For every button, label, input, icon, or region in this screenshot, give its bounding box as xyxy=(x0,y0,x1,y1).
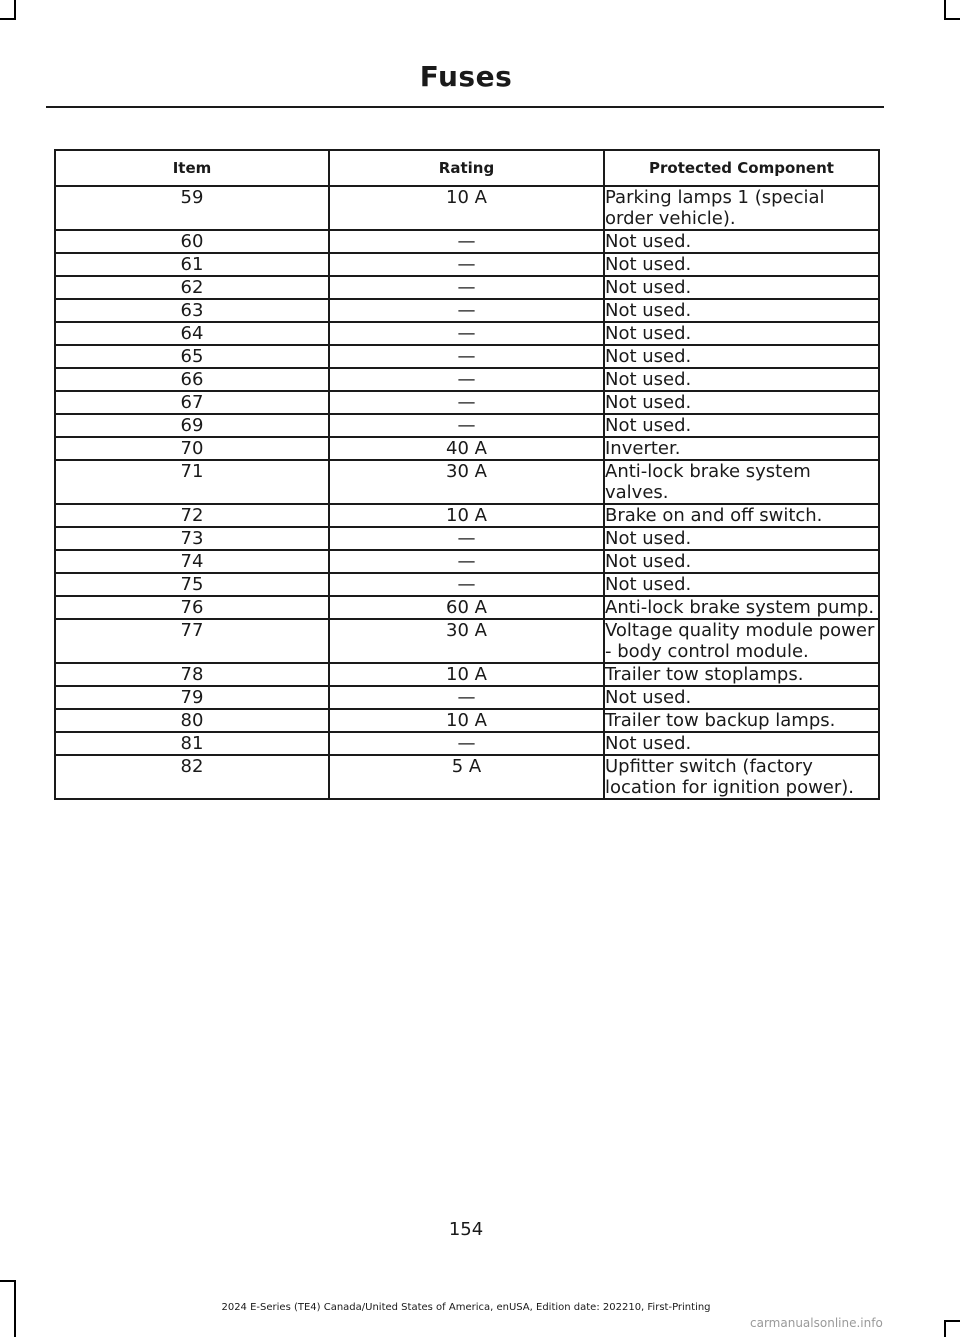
crop-mark xyxy=(0,18,16,20)
table-header-row xyxy=(55,150,879,186)
component-cell: Anti-lock brake system valves. xyxy=(604,460,879,504)
component-cell: Voltage quality module power - body control module. xyxy=(604,619,879,663)
crop-mark xyxy=(944,1320,946,1337)
component-cell: Not used. xyxy=(604,368,879,391)
component-cell: Not used. xyxy=(604,732,879,755)
item-cell: 61 xyxy=(55,253,329,276)
rating-cell: — xyxy=(329,391,604,414)
component-cell: Brake on and off switch. xyxy=(604,504,879,527)
item-cell: 71 xyxy=(55,460,329,504)
fuse-table xyxy=(54,149,880,800)
rating-cell: — xyxy=(329,230,604,253)
component-cell: Not used. xyxy=(604,527,879,550)
component-cell: Trailer tow backup lamps. xyxy=(604,709,879,732)
item-cell: 73 xyxy=(55,527,329,550)
item-cell: 78 xyxy=(55,663,329,686)
rating-cell: 10 A xyxy=(329,709,604,732)
component-cell: Not used. xyxy=(604,345,879,368)
item-cell: 81 xyxy=(55,732,329,755)
item-cell: 66 xyxy=(55,368,329,391)
rating-cell: — xyxy=(329,299,604,322)
rating-cell: 10 A xyxy=(329,186,604,230)
component-cell: Anti-lock brake system pump. xyxy=(604,596,879,619)
table-row xyxy=(55,663,879,686)
table-row xyxy=(55,460,879,504)
table-row xyxy=(55,709,879,732)
table-row xyxy=(55,186,879,230)
rating-cell: — xyxy=(329,368,604,391)
table-row xyxy=(55,504,879,527)
table-row xyxy=(55,619,879,663)
crop-mark xyxy=(14,0,16,20)
table-row xyxy=(55,755,879,799)
rating-cell: — xyxy=(329,322,604,345)
item-cell: 67 xyxy=(55,391,329,414)
rating-cell: — xyxy=(329,276,604,299)
rating-cell: — xyxy=(329,573,604,596)
component-cell: Not used. xyxy=(604,299,879,322)
table-row xyxy=(55,573,879,596)
component-cell: Inverter. xyxy=(604,437,879,460)
component-cell: Not used. xyxy=(604,550,879,573)
rating-cell: 40 A xyxy=(329,437,604,460)
table-row xyxy=(55,368,879,391)
column-header-item: Item xyxy=(55,150,329,186)
item-cell: 72 xyxy=(55,504,329,527)
column-header-rating: Rating xyxy=(329,150,604,186)
item-cell: 74 xyxy=(55,550,329,573)
component-cell: Not used. xyxy=(604,573,879,596)
crop-mark xyxy=(944,18,960,20)
crop-mark xyxy=(944,1320,960,1322)
table-row xyxy=(55,414,879,437)
component-cell: Trailer tow stoplamps. xyxy=(604,663,879,686)
item-cell: 79 xyxy=(55,686,329,709)
component-cell: Not used. xyxy=(604,230,879,253)
table-row xyxy=(55,596,879,619)
item-cell: 69 xyxy=(55,414,329,437)
component-cell: Parking lamps 1 (special order vehicle). xyxy=(604,186,879,230)
table-row xyxy=(55,550,879,573)
table-row xyxy=(55,732,879,755)
table-row xyxy=(55,253,879,276)
table-row xyxy=(55,527,879,550)
rating-cell: 10 A xyxy=(329,504,604,527)
component-cell: Not used. xyxy=(604,276,879,299)
item-cell: 70 xyxy=(55,437,329,460)
rating-cell: — xyxy=(329,253,604,276)
item-cell: 62 xyxy=(55,276,329,299)
component-cell: Not used. xyxy=(604,322,879,345)
item-cell: 77 xyxy=(55,619,329,663)
item-cell: 63 xyxy=(55,299,329,322)
component-cell: Upfitter switch (factory location for ignition power). xyxy=(604,755,879,799)
table-row xyxy=(55,230,879,253)
rating-cell: 60 A xyxy=(329,596,604,619)
rating-cell: 5 A xyxy=(329,755,604,799)
item-cell: 64 xyxy=(55,322,329,345)
rating-cell: — xyxy=(329,686,604,709)
table-row xyxy=(55,276,879,299)
page-number: 154 xyxy=(448,1219,484,1240)
item-cell: 60 xyxy=(55,230,329,253)
item-cell: 65 xyxy=(55,345,329,368)
page-title: Fuses xyxy=(419,60,513,93)
component-cell: Not used. xyxy=(604,414,879,437)
table-row xyxy=(55,322,879,345)
table-row xyxy=(55,391,879,414)
component-cell: Not used. xyxy=(604,253,879,276)
rating-cell: 30 A xyxy=(329,619,604,663)
rating-cell: 10 A xyxy=(329,663,604,686)
item-cell: 80 xyxy=(55,709,329,732)
rating-cell: — xyxy=(329,414,604,437)
watermark[interactable]: carmanualsonline.info xyxy=(750,1316,883,1330)
column-header-component: Protected Component xyxy=(604,150,879,186)
item-cell: 75 xyxy=(55,573,329,596)
crop-mark xyxy=(0,1280,16,1282)
component-cell: Not used. xyxy=(604,391,879,414)
item-cell: 59 xyxy=(55,186,329,230)
table-row xyxy=(55,299,879,322)
table-row xyxy=(55,437,879,460)
rating-cell: — xyxy=(329,732,604,755)
crop-mark xyxy=(944,0,946,20)
component-cell: Not used. xyxy=(604,686,879,709)
title-divider xyxy=(46,106,884,108)
rating-cell: — xyxy=(329,527,604,550)
item-cell: 82 xyxy=(55,755,329,799)
rating-cell: — xyxy=(329,345,604,368)
item-cell: 76 xyxy=(55,596,329,619)
footer-edition-text: 2024 E-Series (TE4) Canada/United States of America, enUSA, Edition date: 202210, First-Printing xyxy=(221,1302,711,1313)
rating-cell: 30 A xyxy=(329,460,604,504)
table-row xyxy=(55,345,879,368)
table-row xyxy=(55,686,879,709)
rating-cell: — xyxy=(329,550,604,573)
